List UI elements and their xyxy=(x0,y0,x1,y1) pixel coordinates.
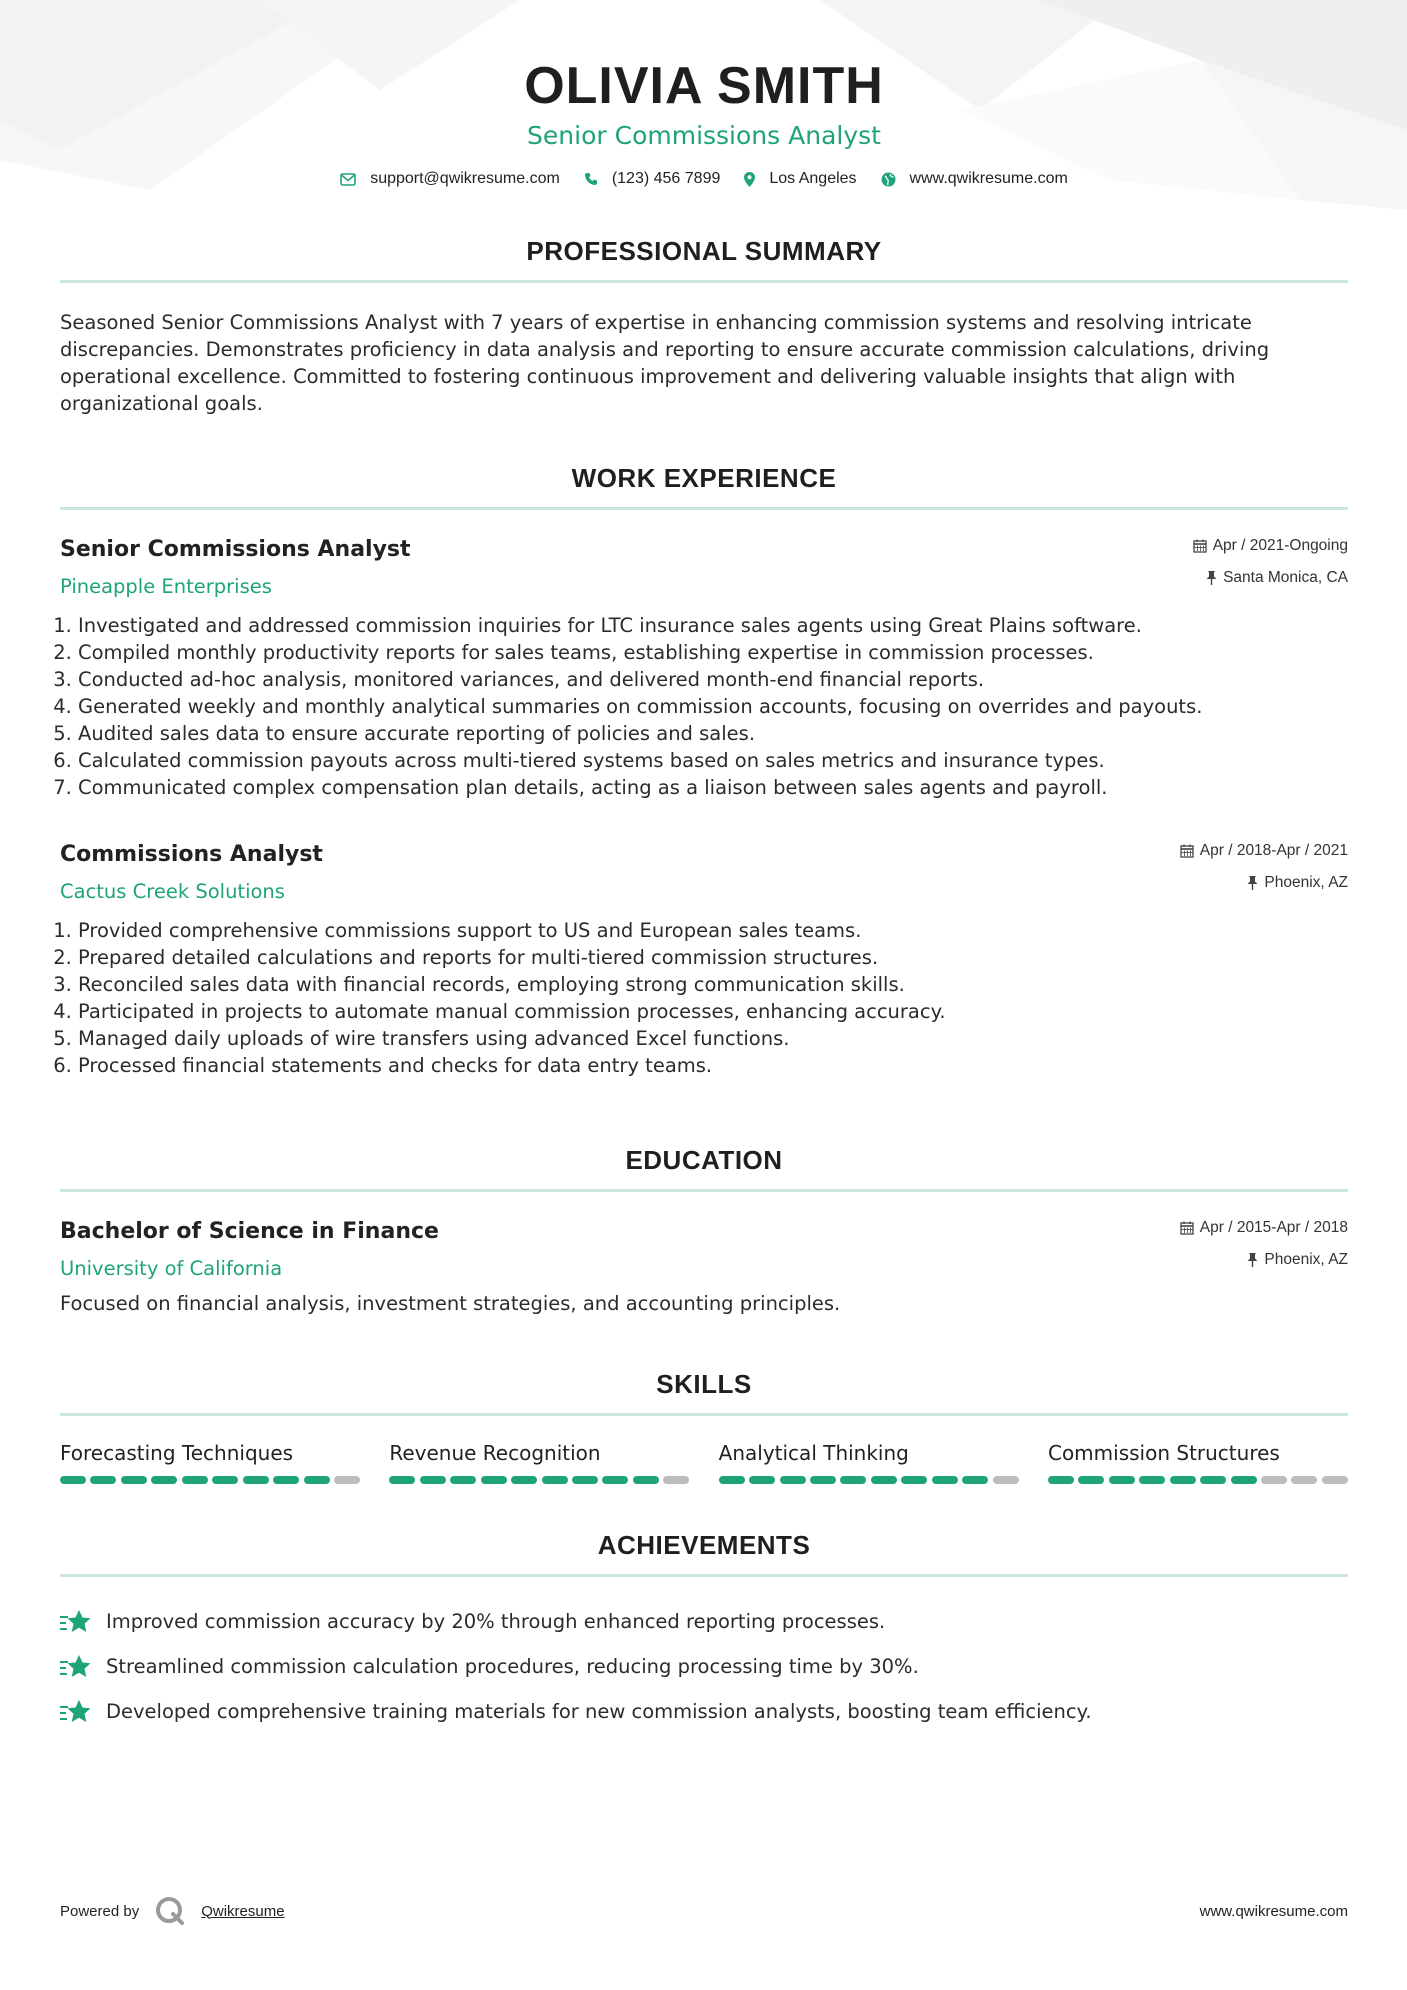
skill-name: Commission Structures xyxy=(1047,1441,1280,1465)
job-dates: Apr / 2018-Apr / 2021 xyxy=(1199,842,1348,859)
achievements-list xyxy=(60,1599,1348,1734)
skill-item xyxy=(719,1440,1019,1484)
contact-bar xyxy=(60,170,1348,188)
job-responsibilities xyxy=(60,612,1348,801)
footer-branding xyxy=(60,1896,285,1926)
rating-dot-filled xyxy=(1078,1476,1104,1484)
rating-dot-filled xyxy=(151,1476,177,1484)
responsibility-item: 6. Processed financial statements and checks for data entry teams. xyxy=(78,1052,1348,1079)
qwikresume-logo-icon xyxy=(155,1896,185,1926)
work-experience-heading: WORK EXPERIENCE xyxy=(60,463,1348,510)
rating-dot-empty xyxy=(1261,1476,1287,1484)
resume-header xyxy=(60,0,1348,188)
skill-item xyxy=(60,1440,360,1484)
rating-dot-filled xyxy=(1170,1476,1196,1484)
responsibility-item: 3. Reconciled sales data with financial records, employing strong communication skills. xyxy=(78,971,1348,998)
rating-dot-filled xyxy=(840,1476,866,1484)
phone-text: (123) 456 7899 xyxy=(611,170,721,187)
achievement-text: Improved commission accuracy by 20% through enhanced reporting processes. xyxy=(106,1610,886,1633)
responsibility-item: 1. Provided comprehensive commissions support to US and European sales teams. xyxy=(78,917,1348,944)
calendar-icon xyxy=(1180,844,1194,858)
education-location: Phoenix, AZ xyxy=(1264,1251,1348,1268)
rating-dot-filled xyxy=(602,1476,628,1484)
responsibility-item: 4. Participated in projects to automate manual commission processes, enhancing accuracy. xyxy=(78,998,1348,1025)
rating-dot-filled xyxy=(481,1476,507,1484)
summary-heading: PROFESSIONAL SUMMARY xyxy=(60,236,1348,283)
rating-dot-empty xyxy=(1322,1476,1348,1484)
achievements-heading: ACHIEVEMENTS xyxy=(60,1530,1348,1577)
achievement-item xyxy=(60,1599,1348,1644)
responsibility-item: 5. Managed daily uploads of wire transfers using advanced Excel functions. xyxy=(78,1025,1348,1052)
calendar-icon xyxy=(1193,539,1207,553)
skill-name: Analytical Thinking xyxy=(718,1441,909,1465)
rating-dot-filled xyxy=(182,1476,208,1484)
rating-dot-filled xyxy=(780,1476,806,1484)
rating-dot-filled xyxy=(60,1476,86,1484)
rating-dot-filled xyxy=(304,1476,330,1484)
rating-dot-filled xyxy=(1139,1476,1165,1484)
rating-dot-filled xyxy=(871,1476,897,1484)
skill-name: Forecasting Techniques xyxy=(60,1441,294,1465)
education-dates: Apr / 2015-Apr / 2018 xyxy=(1199,1219,1348,1236)
phone-icon xyxy=(584,172,598,186)
rating-dot-filled xyxy=(90,1476,116,1484)
skill-rating xyxy=(60,1476,360,1484)
rating-dot-filled xyxy=(1109,1476,1135,1484)
education-heading: EDUCATION xyxy=(60,1145,1348,1192)
responsibility-item: 5. Audited sales data to ensure accurate reporting of policies and sales. xyxy=(78,720,1348,747)
contact-location xyxy=(744,170,856,188)
job-dates: Apr / 2021-Ongoing xyxy=(1212,537,1348,554)
job-title: Commissions Analyst xyxy=(60,842,323,867)
candidate-role: Senior Commissions Analyst xyxy=(527,121,881,150)
skill-name: Revenue Recognition xyxy=(389,1441,601,1465)
globe-icon xyxy=(881,172,896,187)
rating-dot-empty xyxy=(1291,1476,1317,1484)
envelope-icon xyxy=(340,173,356,186)
rating-dot-filled xyxy=(121,1476,147,1484)
brand-link[interactable]: Qwikresume xyxy=(201,1902,285,1920)
star-icon xyxy=(60,1654,92,1680)
contact-website[interactable] xyxy=(881,170,1068,188)
rating-dot-filled xyxy=(719,1476,745,1484)
contact-email[interactable] xyxy=(340,170,560,188)
responsibility-item: 4. Generated weekly and monthly analytical summaries on commission accounts, focusing on overrides and payouts. xyxy=(78,693,1348,720)
rating-dot-filled xyxy=(1200,1476,1226,1484)
responsibility-item: 3. Conducted ad-hoc analysis, monitored variances, and delivered month-end financial reports. xyxy=(78,666,1348,693)
rating-dot-filled xyxy=(810,1476,836,1484)
candidate-name: OLIVIA SMITH xyxy=(524,57,884,115)
contact-phone[interactable] xyxy=(584,170,721,188)
rating-dot-filled xyxy=(962,1476,988,1484)
job-entry xyxy=(60,841,1348,1079)
website-text: www.qwikresume.com xyxy=(909,170,1068,187)
rating-dot-filled xyxy=(273,1476,299,1484)
pushpin-icon xyxy=(1206,571,1217,585)
degree-title: Bachelor of Science in Finance xyxy=(60,1219,439,1244)
rating-dot-empty xyxy=(993,1476,1019,1484)
responsibility-item: 2. Compiled monthly productivity reports for sales teams, establishing expertise in commission processes. xyxy=(78,639,1348,666)
skill-item xyxy=(389,1440,689,1484)
rating-dot-filled xyxy=(932,1476,958,1484)
location-text: Los Angeles xyxy=(769,170,857,187)
achievement-item xyxy=(60,1689,1348,1734)
job-location: Santa Monica, CA xyxy=(1223,569,1348,586)
map-pin-icon xyxy=(744,172,755,187)
responsibility-item: 6. Calculated commission payouts across multi-tiered systems based on sales metrics and insurance types. xyxy=(78,747,1348,774)
pushpin-icon xyxy=(1247,876,1258,890)
company-name: Pineapple Enterprises xyxy=(60,575,272,598)
company-name: Cactus Creek Solutions xyxy=(60,880,285,903)
rating-dot-filled xyxy=(1231,1476,1257,1484)
star-icon xyxy=(60,1609,92,1635)
star-icon xyxy=(60,1699,92,1725)
skills-heading: SKILLS xyxy=(60,1369,1348,1416)
skill-rating xyxy=(1048,1476,1348,1484)
rating-dot-filled xyxy=(389,1476,415,1484)
summary-text: Seasoned Senior Commissions Analyst with 7 years of expertise in enhancing commission systems and resolving intricate discrepancies. Demonstrates proficiency in data analysis and reporting to ensure accurate commission calculations, driving operational excellence. Committed to fostering continuous improvement and delivering valuable insights that align with organizational goals. xyxy=(60,311,1270,415)
rating-dot-filled xyxy=(542,1476,568,1484)
job-title: Senior Commissions Analyst xyxy=(60,537,411,562)
rating-dot-filled xyxy=(901,1476,927,1484)
job-responsibilities xyxy=(60,917,1348,1079)
rating-dot-filled xyxy=(420,1476,446,1484)
job-location: Phoenix, AZ xyxy=(1264,874,1348,891)
achievement-text: Developed comprehensive training materials for new commission analysts, boosting team efficiency. xyxy=(106,1700,1092,1723)
rating-dot-empty xyxy=(663,1476,689,1484)
rating-dot-empty xyxy=(334,1476,360,1484)
school-name: University of California xyxy=(60,1257,283,1280)
rating-dot-filled xyxy=(749,1476,775,1484)
powered-by-label: Powered by xyxy=(60,1902,140,1920)
skill-rating xyxy=(389,1476,689,1484)
rating-dot-filled xyxy=(572,1476,598,1484)
skill-rating xyxy=(719,1476,1019,1484)
rating-dot-filled xyxy=(243,1476,269,1484)
rating-dot-filled xyxy=(450,1476,476,1484)
rating-dot-filled xyxy=(633,1476,659,1484)
resume-page xyxy=(60,0,1348,1734)
responsibility-item: 7. Communicated complex compensation plan details, acting as a liaison between sales agents and payroll. xyxy=(78,774,1348,801)
responsibility-item: 1. Investigated and addressed commission inquiries for LTC insurance sales agents using Great Plains software. xyxy=(78,612,1348,639)
skill-item xyxy=(1048,1440,1348,1484)
job-entry xyxy=(60,536,1348,801)
skills-list xyxy=(60,1440,1348,1484)
email-text: support@qwikresume.com xyxy=(370,170,560,187)
rating-dot-filled xyxy=(1048,1476,1074,1484)
rating-dot-filled xyxy=(212,1476,238,1484)
footer-website[interactable]: www.qwikresume.com xyxy=(1199,1902,1348,1920)
education-description: Focused on financial analysis, investment strategies, and accounting principles. xyxy=(60,1292,841,1315)
achievement-item xyxy=(60,1644,1348,1689)
pushpin-icon xyxy=(1247,1253,1258,1267)
footer xyxy=(60,1896,1348,1926)
achievement-text: Streamlined commission calculation procedures, reducing processing time by 30%. xyxy=(106,1655,919,1678)
education-entry xyxy=(60,1218,1348,1317)
responsibility-item: 2. Prepared detailed calculations and reports for multi-tiered commission structures. xyxy=(78,944,1348,971)
rating-dot-filled xyxy=(511,1476,537,1484)
calendar-icon xyxy=(1180,1221,1194,1235)
